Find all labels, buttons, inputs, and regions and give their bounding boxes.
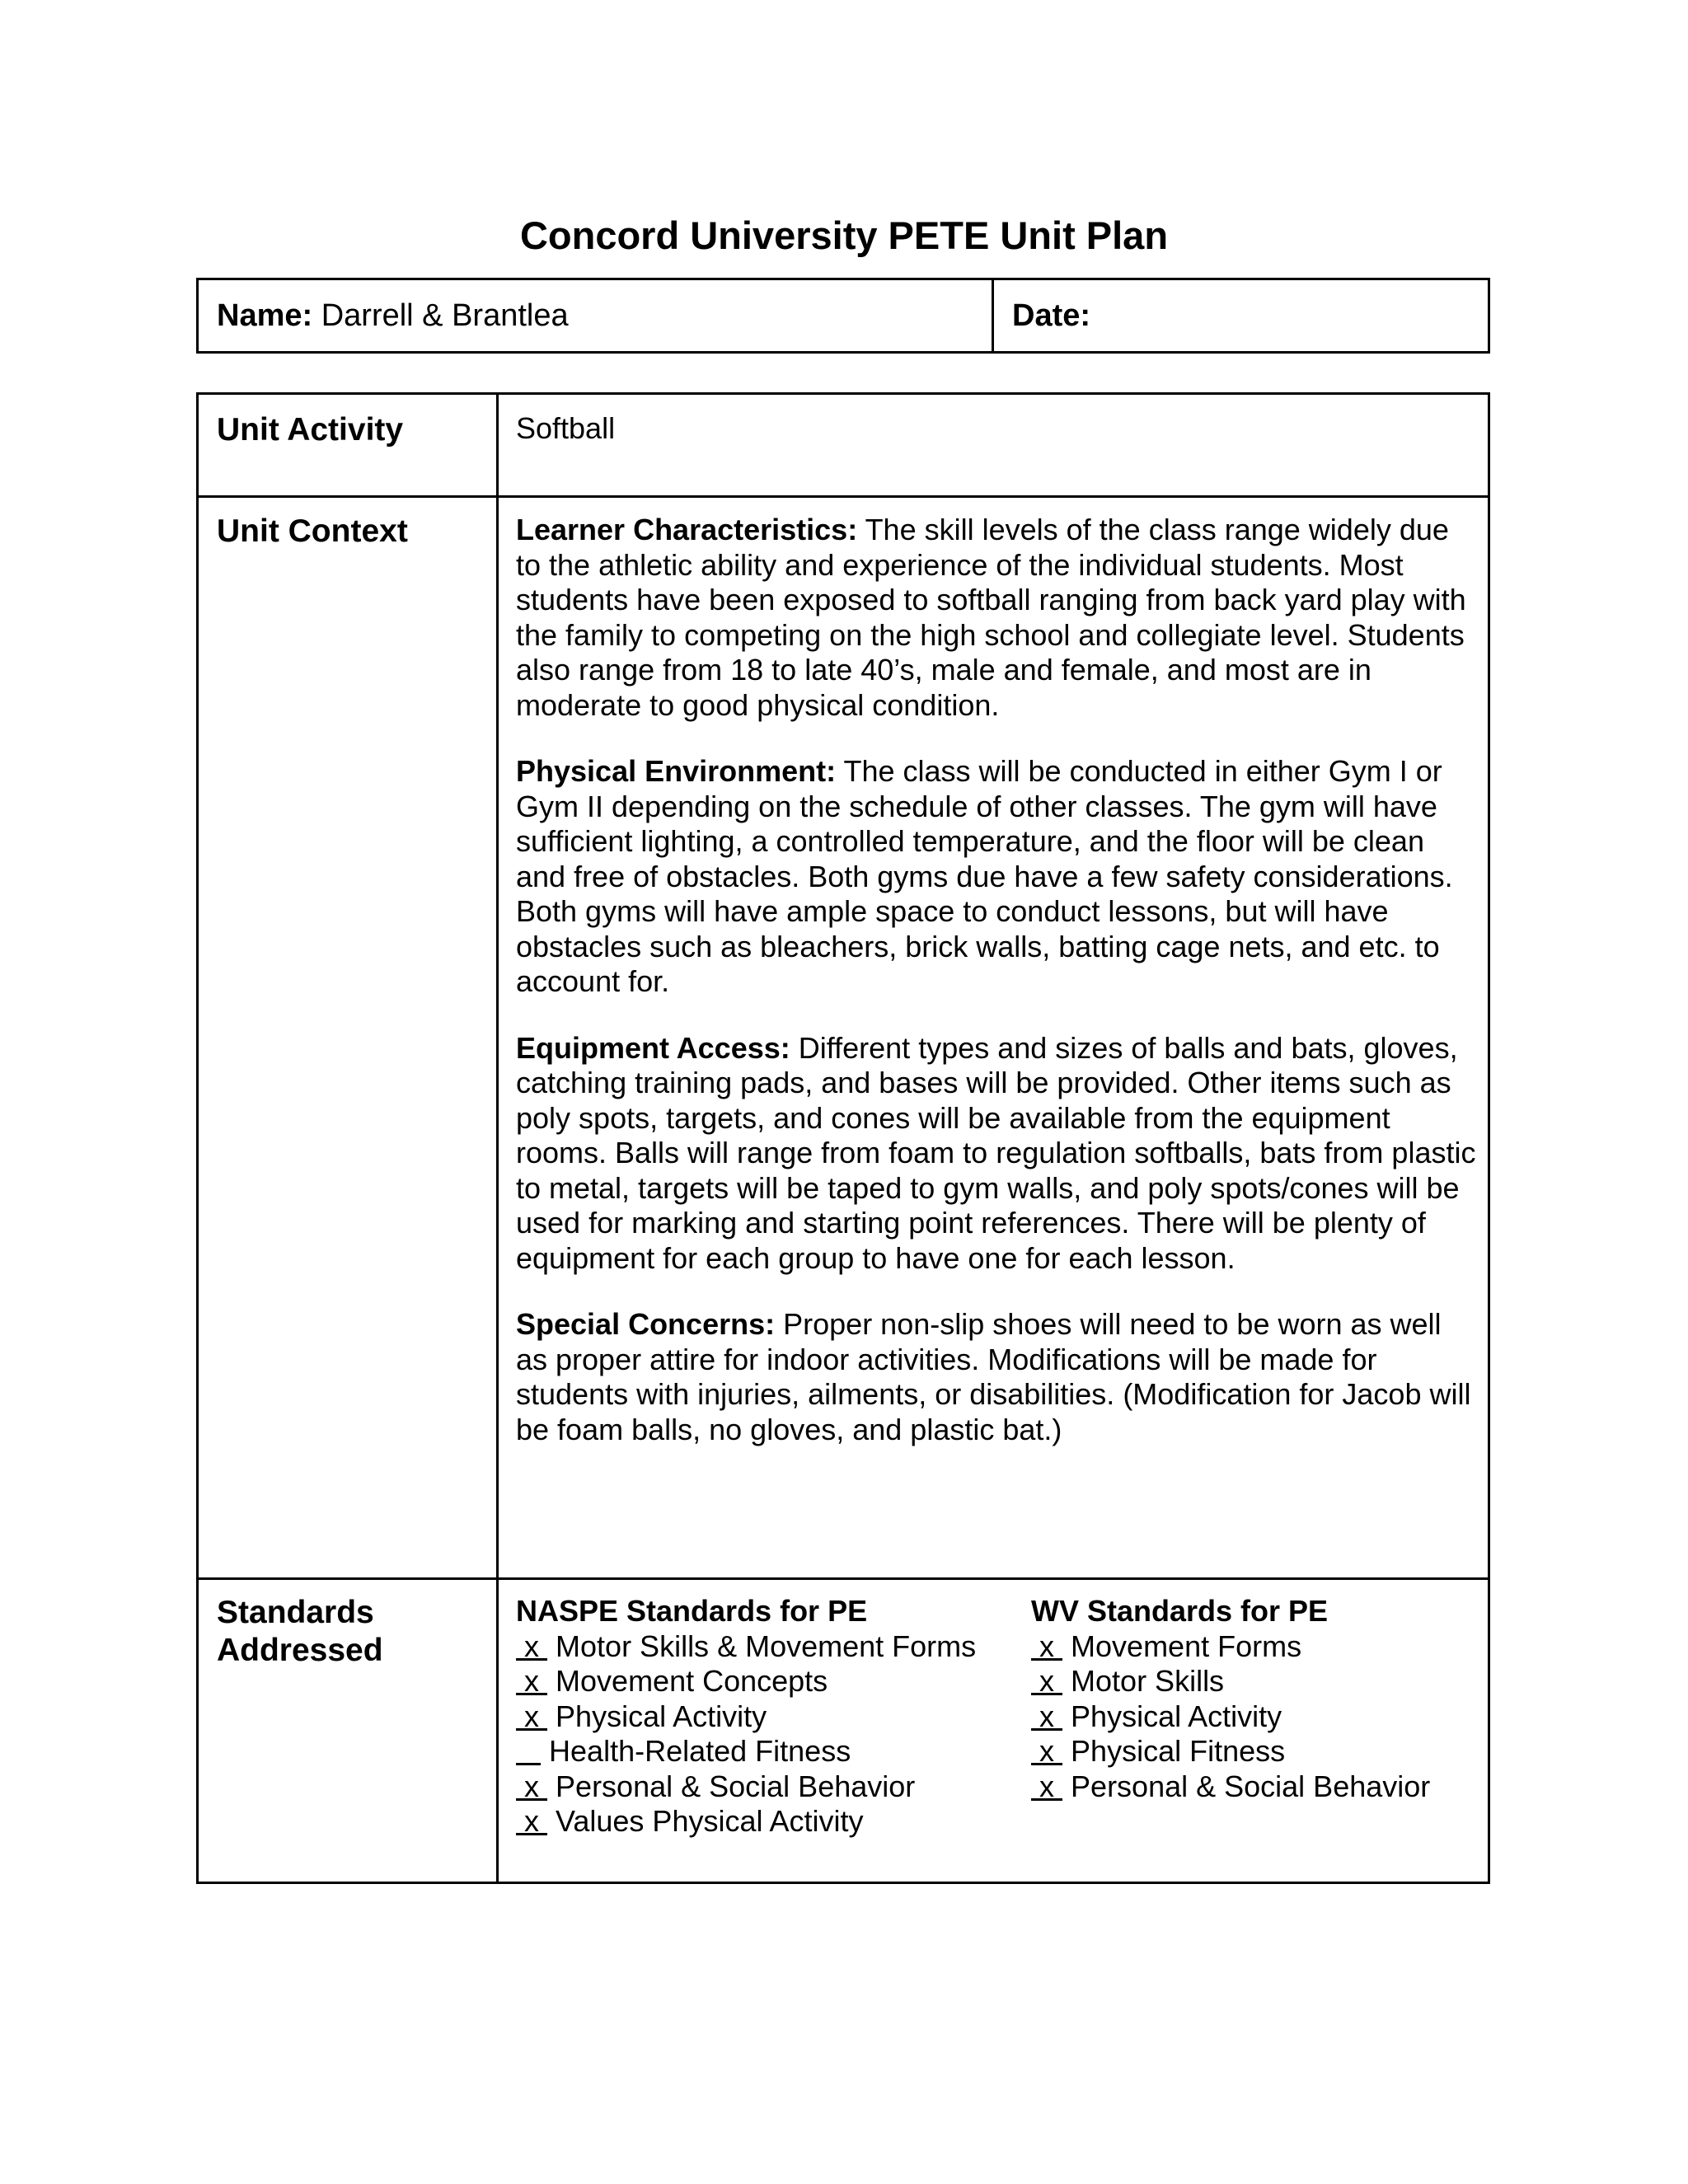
row-divider xyxy=(199,1577,1488,1580)
checkbox-mark: x xyxy=(516,1769,548,1803)
context-section-learner: Learner Characteristics: The skill levels of the class range widely due to the athletic ability and experience of the individual students. Most students have been exposed to softball ranging from back yard play with the family to competing on the high school and collegiate level. Students also range from 18 to late 40’s, male and female, and most are in moderate to good physical condition. xyxy=(516,513,1466,722)
context-section-equipment: Equipment Access: Different types and sizes of balls and bats, gloves, catching training pads, and bases will be provided. Other items such as poly spots, targets, and cones will be available from the equipment rooms. Balls will range from foam to regulation softballs, bats from plastic to metal, targets will be taped to gym walls, and poly spots/cones will be used for marking and starting point references. There will be plenty of equipment for each group to have one for each lesson. xyxy=(516,1030,1476,1275)
naspe-standards xyxy=(516,1594,976,1840)
checklist-item: x Motor Skills xyxy=(1031,1664,1225,1698)
checklist-item: x Physical Fitness xyxy=(1031,1734,1286,1768)
checkbox-mark: x xyxy=(1031,1769,1063,1803)
unit-context-content xyxy=(516,513,1480,1447)
context-section-concerns: Special Concerns: Proper non-slip shoes will need to be worn as well as proper attire for indoor activities. Modifications will be made for students with injuries, ailments, or disabilities. (Modification for Jacob will be foam balls, no gloves, and plastic bat.) xyxy=(516,1307,1471,1446)
checklist-item: Health-Related Fitness xyxy=(516,1734,976,1769)
context-section-environment: Physical Environment: The class will be conducted in either Gym I or Gym II depending on the schedule of other classes. The gym will have sufficient lighting, a controlled temperature, and the floor will be clean and free of obstacles. Both gyms due have a few safety considerations. Both gyms will have ample space to conduct lessons, but will have obstacles such as bleachers, brick walls, batting cage nets, and etc. to account for. xyxy=(516,754,1453,998)
row-divider xyxy=(199,495,1488,498)
standards-label: Standards Addressed xyxy=(217,1595,383,1668)
wv-standards xyxy=(1031,1594,1430,1804)
checklist-item: x Values Physical Activity xyxy=(516,1804,864,1838)
checklist-item: x Motor Skills & Movement Forms xyxy=(516,1629,977,1663)
checklist-item: x Movement Concepts xyxy=(516,1664,828,1698)
checklist-item: x Movement Forms xyxy=(1031,1629,1302,1663)
name-value: Darrell & Brantlea xyxy=(321,298,569,333)
date-cell xyxy=(994,280,1488,351)
checkbox-mark xyxy=(516,1734,541,1768)
checklist-item: x Personal & Social Behavior xyxy=(516,1769,916,1803)
unit-activity-value: Softball xyxy=(516,411,616,445)
date-label: Date: xyxy=(1012,298,1091,333)
page-title: Concord University PETE Unit Plan xyxy=(519,213,1169,257)
wv-heading: WV Standards for PE xyxy=(1031,1594,1329,1628)
unit-plan-table xyxy=(196,392,1490,1884)
checklist-item: x Personal & Social Behavior xyxy=(1031,1769,1431,1803)
checkbox-mark: x xyxy=(1031,1664,1063,1698)
unit-context-label: Unit Context xyxy=(217,513,408,549)
checkbox-mark: x xyxy=(1031,1629,1063,1663)
checkbox-mark: x xyxy=(1031,1699,1063,1733)
name-cell xyxy=(199,280,994,351)
naspe-heading: NASPE Standards for PE xyxy=(516,1594,868,1628)
checklist-item: x Physical Activity xyxy=(516,1699,767,1733)
unit-activity-label: Unit Activity xyxy=(217,412,404,448)
checkbox-mark: x xyxy=(516,1804,548,1838)
checkbox-mark: x xyxy=(516,1664,548,1698)
header-table xyxy=(196,278,1490,354)
checkbox-mark: x xyxy=(1031,1734,1063,1768)
checkbox-mark: x xyxy=(516,1699,548,1733)
checkbox-mark: x xyxy=(516,1629,548,1663)
name-label: Name: xyxy=(217,298,313,333)
column-divider xyxy=(496,395,499,1882)
checklist-item: x Physical Activity xyxy=(1031,1699,1282,1733)
